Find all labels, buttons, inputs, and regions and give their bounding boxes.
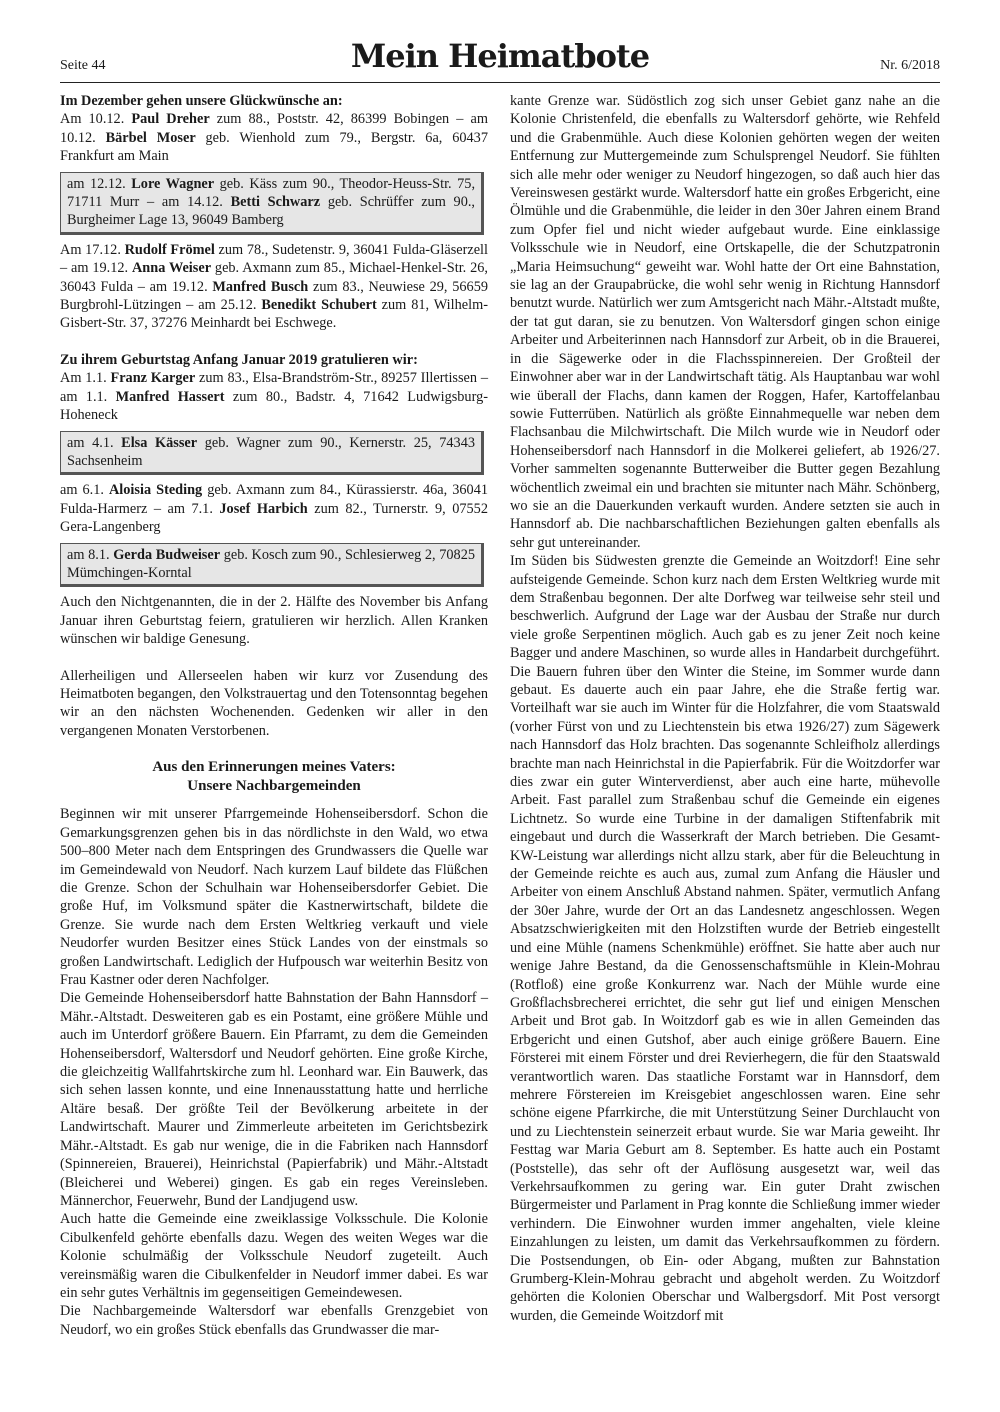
article-paragraph: Auch hatte die Gemeinde eine zweiklassige Volksschule. Die Kolonie Cibulkenfeld gehörte ebenfalls dazu. Wegen des weiten Weges war die Kolonie schulmäßig der Volksschule Neudorf zugeteilt. Auch vereinsmäßig waren die Cibulkenfelder in Neudorf immer dabei. Es war ein sehr gutes Verhältnis im gegenseitigen Gemeindewesen. xyxy=(60,1211,488,1301)
left-column xyxy=(60,92,488,1339)
page-number: Seite 44 xyxy=(60,58,106,73)
birthday-name: Paul Dreher xyxy=(131,111,210,128)
page-header xyxy=(60,36,940,82)
right-column xyxy=(510,92,940,1325)
birthday-name: Anna Weiser xyxy=(131,260,212,277)
article-paragraph: Beginnen wir mit unserer Pfarrgemeinde Hohenseibersdorf. Schon die Gemarkungsgrenzen gehen bis in das nördlichste in den Wald, wo etwa 500–800 Meter nach dem Entspringen des Grundwassers die Quelle war im Gemeindewald von Neudorf. Nach kurzem Lauf bildete das Flüßchen die Grenze. Schon der Schulhain war Hohenseibersdorfer Gebiet. Die große Huf, im Volksmund später die Kastnerwirtschaft, bildete die Grenze. Sie wurde nach dem Ersten Weltkrieg verkauft und viele Neudorfer wurden Besitzer eines Stück Landes von der einstmals so großen Landwirtschaft. Lediglich der Hufpousch war weiterhin Besitz von Frau Kastner oder deren Nachfolger. xyxy=(60,806,488,989)
highlight-box-90th: am 12.12. Lore Wagner geb. Käss zum 90., Theodor-Heuss-Str. 75, 71711 Murr – am 14.12. Betti Schwarz geb. Schrüffer zum 90., Burgheimer Lage 13, 96049 Bamberg xyxy=(60,172,484,235)
birthday-name: Manfred Hassert xyxy=(115,388,225,405)
article-paragraph: Im Süden bis Südwesten grenzte die Gemeinde an Woitzdorf! Eine sehr aufsteigende Gemeinde. Schon kurz nach dem Ersten Weltkrieg wurde mit dem Straßenbau begonnen. Der alte Dorfweg war teilweise sehr steil und beschwerlich. Aufgrund der Lage war der Ausbau der Straße nur durch viele große Serpentinen möglich. Auch gab es zu jener Zeit noch keine Bagger und andere Maschinen, so wurde alles in Handarbeit durchgeführt. Die Bauern fuhren über den Winter die Steine, im Sommer wurde dann gebaut. Es dauerte auch ein paar Jahre, ehe die Straße fertig war. Vorteilhaft war sie auch im Winter für die Holzfahrer, die vom Staatswald (vorher Fürst von und zu Liechtenstein bis etwa 1926/27) zum Sägewerk nach Hannsdorf das Holz brachten. Das sogenannte Schleifholz allerdings brachte man nach Heinrichstal in die Papierfabrik. Für die Woitzdorfer war dies zwar ein guter Winterverdienst, aber auch eine harte, mühevolle Arbeit. Fast parallel zum Straßenbau schuf die Gemeinde ein eigenes Lichtnetz. So wurde eine Turbine in der damaligen Stiftenfabrik mit eingebaut und durch die Wasserkraft der March betrieben. Die Gesamt-KW-Leistung war allerdings nicht allzu stark, aber für die Beleuchtung in der Gemeinde reichte es auch aus, zumal zum Anfang die Häusler und Arbeiter von einem Anschluß Abstand nahmen. Später, vermutlich Anfang der 30er Jahre, wurde der Ort an das Landesnetz angeschlossen. Wegen Absatzschwierigkeiten mit den Holzstiften wurde der Betrieb eingestellt und eine Mühle (namens Schenkmühle) eröffnet. Sie hatte aber auch nur wenige Jahre Bestand, da die Genossenschaftsmühle in Klein-Mohrau (Rotfloß) eine große Konkurrenz war. Nach der Mühle wurde eine Großflachsbrecherei errichtet, die sehr gut lief und einigen Menschen Arbeit und Brot gab. In Woitzdorf gab es wie in allen Gemeinden das Erbgericht und einen Gutshof, aber auch einige größere Bauern. Eine Försterei mit einem Förster und drei Revierhegern, die für den Staatswald verantwortlich waren. Das staatliche Forstamt war in Hannsdorf, dem mehrere Förstereien im Kreisgebiet angeschlossen waren. Eine sehr schöne eigene Pfarrkirche, die mit Unterstützung Seiner Durchlaucht von und zu Liechtenstein seinerzeit erbaut wurde. Sie war Maria geweiht. Ihr Festtag war Maria Geburt am 8. September. Es hatte auch ein Postamt (Poststelle), das sehr oft der Auflösung ausgesetzt war, weil das Verkehrsaufkommen zu gering war. Ein guter Draht zwischen Bürgermeister und Parlament in Prag konnte die Schließung immer wieder verhindern. Die Einwohner wurden immer angehalten, viele kleine Einzahlungen zu leisten, um damit das Verkehrsaufkommen zu fördern. Die Postsendungen, ob Ein- oder Abgang, mußten zur Bahnstation Grumberg-Klein-Mohrau gebracht und abgeholt werden. Zu Woitzdorf gehörten die Kolonien Oberschar und Walbergsdorf. Mit Post versorgt wurden, die Gemeinde Woitzdorf mit xyxy=(510,553,940,1324)
birthday-name: Josef Harbich xyxy=(219,500,308,517)
birthday-name: Aloisia Steding xyxy=(108,482,203,499)
birthday-name: Rudolf Frömel xyxy=(124,241,215,258)
december-birthdays-1: Am 10.12. Paul Dreher zum 88., Poststr. 42, 86399 Bobingen – am 10.12. Bärbel Moser geb. Wienhold zum 79., Bergstr. 6a, 60437 Frankfurt am Main xyxy=(60,111,488,165)
article-paragraph: kante Grenze war. Südöstlich zog sich unser Gebiet ganz nahe an die Kolonie Christenfeld, die ebenfalls zu Waltersdorf gehörte, wie Rehfeld und die Grabenmühle. Auch diese Kolonien gehörten wegen der weiten Entfernung zur Muttergemeinde zum Schulsprengel Neudorf. Sie fühlten sich alle mehr oder weniger zu Neudorf hingezogen, so daß auch hier das Vereinswesen gestärkt wurde. Waltersdorf hatte ein großes Erbgericht, eine Ölmühle und die Grabenmühle, die leider in den 30er Jahren einem Brand zum Opfer fiel und nicht wieder aufgebaut wurde. Eine einklassige Volksschule wie in Neudorf, eine Ortskapelle, die der Schutzpatronin „Maria Heimsuchung“ geweiht war. Wohl hatte der Ort eine Bahnstation, sie lag an der Graupabrücke, die wohl sehr wenig in Richtung Hannsdorf benutzt wurde. Natürlich wer zum Amtsgericht nach Mähr.-Altstadt mußte, der tat gut daran, sie zu benutzen. Von Waltersdorf gingen schon einige Arbeiter und Arbeiterinnen nach Hannsdorf zur Arbeit, ob in die Brauerei, in die Sägewerke oder in die Flachsspinnereien. Der Großteil der Einwohner aber war in der Landwirtschaft tätig. Als Hauptanbau war wohl wie überall der Flachs, dann kamen der Roggen, Hafer, Kartoffelanbau sowie Futterrüben. Natürlich als größte Einnahmequelle war neben dem Flachsanbau die Milchwirtschaft. Die Milch wurde wie in Neudorf oder Hohenseibersdorf nach Hannsdorf in die Molkerei geliefert, ab 1926/27. Vorher sammelten sogenannte Butterweiber die Butter gegen Bezahlung wöchentlich zweimal ein und brachten sie mitunter nach Mähr. Schönberg, wo sie an die Dauerkunden verkauft wurden. Andere setzten sie auch in Hannsdorf ab. Die nachbarschaftlichen Beziehungen galten ebenfalls als sehr gut untereinander. xyxy=(510,93,940,551)
january-birthdays-2: am 6.1. Aloisia Steding geb. Axmann zum 84., Kürassierstr. 46a, 36041 Fulda-Harmerz – am 7.1. Josef Harbich zum 82., Turnerstr. 9, 07552 Gera-Langenberg xyxy=(60,482,488,536)
masthead-logo: Mein Heimatbote xyxy=(350,37,650,75)
birthday-name: Elsa Kässer xyxy=(121,434,198,451)
header-rule xyxy=(60,82,940,83)
birthday-name: Manfred Busch xyxy=(212,278,309,295)
highlight-box-90th: am 8.1. Gerda Budweiser geb. Kosch zum 90., Schlesierweg 2, 70825 Mümchingen-Korntal xyxy=(60,543,484,588)
december-heading: Im Dezember gehen unsere Glückwünsche an: xyxy=(60,93,343,109)
birthday-name: Betti Schwarz xyxy=(230,194,321,211)
birthday-name: Franz Karger xyxy=(110,370,196,387)
article-title: Aus den Erinnerungen meines Vaters: Unsere Nachbargemeinden xyxy=(152,759,396,794)
december-birthdays-2: Am 17.12. Rudolf Frömel zum 78., Sudetenstr. 9, 36041 Fulda-Gläserzell – am 19.12. Anna Weiser geb. Axmann zum 85., Michael-Henkel-Str. 26, 36043 Fulda – am 19.12. Manfred Busch zum 83., Neuwiese 29, 56659 Burgbrohl-Lützingen – am 25.12. Benedikt Schubert zum 81, Wilhelm-Gisbert-Str. 37, 37276 Meinhardt bei Eschwege. xyxy=(60,241,488,332)
issue-number: Nr. 6/2018 xyxy=(880,58,940,73)
birthday-name: Bärbel Moser xyxy=(105,129,196,146)
january-heading: Zu ihrem Geburtstag Anfang Januar 2019 gratulieren wir: xyxy=(60,351,418,368)
allerheiligen-paragraph: Allerheiligen und Allerseelen haben wir kurz vor Zusendung des Heimatboten begangen, den Volkstrauertag und den Totensonntag begehen wir an den nächsten Wochenenden. Gedenken wir aller in den vergangenen Monaten Verstorbenen. xyxy=(60,667,488,739)
birthday-name: Benedikt Schubert xyxy=(261,297,377,314)
article-paragraph: Die Gemeinde Hohenseibersdorf hatte Bahnstation der Bahn Hannsdorf – Mähr.-Altstadt. Desweiteren gab es ein Postamt, eine größere Mühle und auch im Unterdorf größere Bauern. Ein Pfarramt, zu dem die Gemeinden Hohenseibersdorf, Waltersdorf und Neudorf gehörten. Eine große Kirche, die gleichzeitig Wallfahrtskirche zum hl. Leonhard war. Ein Bauwerk, das sich sehen lassen konnte, und eine Innenausstattung hatte und herrliche Altäre besaß. Der größte Teil der Bevölkerung arbeitete in der Landwirtschaft. Maurer und Zimmerleute arbeiteten im Gerichtsbezirk Mähr.-Altstadt. Es gab nur wenige, die in die Fabriken nach Hannsdorf (Spinnereien, Brauerei), Heinrichstal (Papierfabrik) und Mähr.-Altstadt (Bleicherei und Weberei) gingen. Es gab ein reges Vereinsleben. Männerchor, Feuerwehr, Bund der Landjugend usw. xyxy=(60,990,488,1209)
birthday-name: Gerda Budweiser xyxy=(113,546,221,563)
birthday-name: Lore Wagner xyxy=(131,175,215,192)
closing-greeting: Auch den Nichtgenannten, die in der 2. Hälfte des November bis Anfang Januar ihren Geburtstag feiern, gratulieren wir herzlich. Allen Kranken wünschen wir baldige Genesung. xyxy=(60,594,488,648)
highlight-box-90th: am 4.1. Elsa Kässer geb. Wagner zum 90., Kernerstr. 25, 74343 Sachsenheim xyxy=(60,431,484,476)
article-paragraph: Die Nachbargemeinde Waltersdorf war ebenfalls Grenzgebiet von Neudorf, wo ein großes Stück ebenfalls das Grundwasser die mar- xyxy=(60,1303,488,1338)
january-birthdays-1: Am 1.1. Franz Karger zum 83., Elsa-Brandström-Str., 89257 Illertissen – am 1.1. Manfred Hassert zum 80., Badstr. 4, 71642 Ludwigsburg-Hoheneck xyxy=(60,370,488,424)
